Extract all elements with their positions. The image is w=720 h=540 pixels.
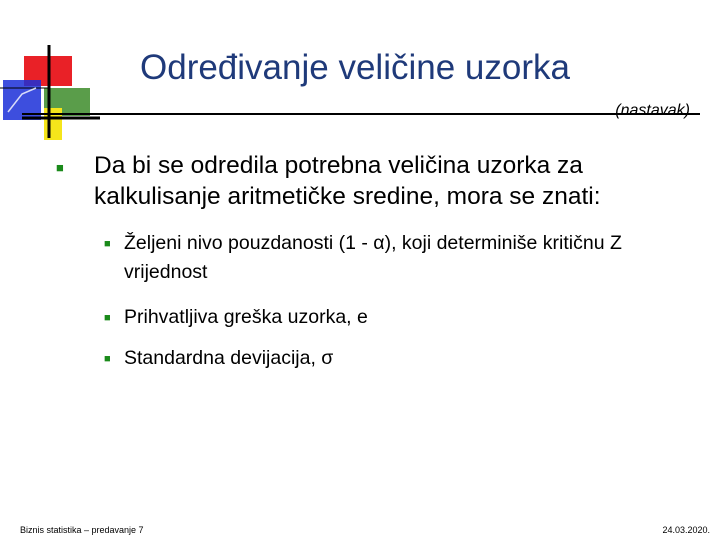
sub-bullet-text: Željeni nivo pouzdanosti (1 - α), koji determiniše kritičnu Z vrijednost (124, 232, 622, 283)
square-bullet-icon: ■ (104, 312, 111, 324)
sub-bullet-text: Standardna devijacija, σ (124, 347, 334, 369)
sub-bullet-deviation (104, 344, 674, 373)
title-rule (22, 113, 700, 115)
main-bullet (56, 150, 706, 212)
sub-bullet-confidence (104, 229, 674, 287)
square-bullet-icon: ■ (104, 353, 111, 365)
sub-bullet-text: Prihvatljiva greška uzorka, e (124, 306, 368, 328)
square-bullet-icon: ■ (56, 160, 64, 175)
decorative-logo-icon (0, 40, 100, 140)
slide-title: Određivanje veličine uzorka (140, 48, 570, 87)
footer-date: 24.03.2020. (662, 525, 710, 535)
square-bullet-icon: ■ (104, 238, 111, 250)
slide-subtitle: (nastavak) (615, 102, 690, 119)
footer-course: Biznis statistika – predavanje 7 (20, 525, 144, 535)
sub-bullet-error (104, 303, 674, 332)
main-bullet-text: Da bi se odredila potrebna veličina uzorka za kalkulisanje aritmetičke sredine, mora se znati: (94, 152, 601, 210)
